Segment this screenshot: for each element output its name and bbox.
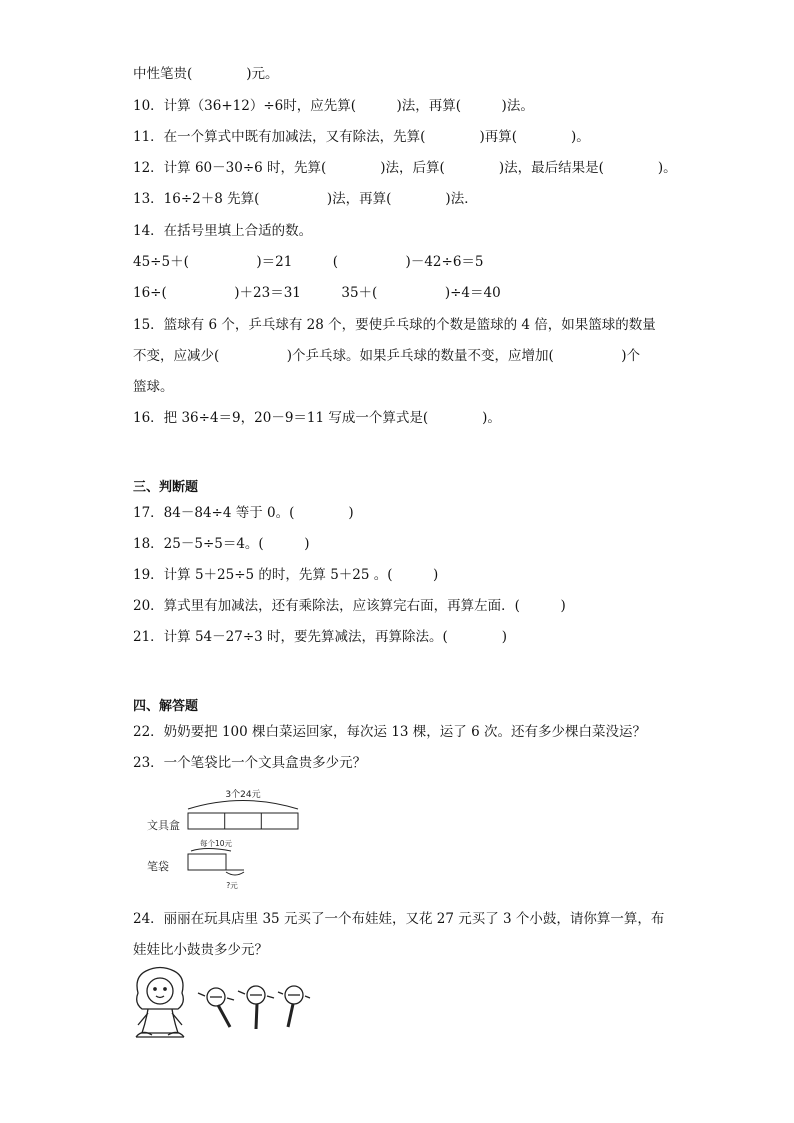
row2-label: 笔袋 (147, 860, 169, 873)
each-brace (191, 849, 231, 852)
q17: 17．84－84÷4 等于 0。( ) (133, 505, 354, 521)
q15-line2: 不变，应减少( )个乒乓球。如果乒乓球的数量不变，应增加( )个 (133, 348, 641, 364)
q14-row1: 45÷5＋( )＝21 ( )－42÷6＝5 (133, 254, 484, 270)
q20: 20．算式里有加减法，还有乘除法，应该算完右面，再算左面．( ) (133, 598, 566, 614)
q19: 19．计算 5＋25÷5 的时，先算 5＋25 。( ) (133, 567, 439, 583)
q22: 22．奶奶要把 100 棵白菜运回家，每次运 13 棵，运了 6 次。还有多少棵白菜没运？ (133, 724, 646, 740)
doll-icon (136, 968, 184, 1038)
q15-line3: 篮球。 (133, 379, 174, 395)
q12: 12．计算 60－30÷6 时，先算( )法，后算( )法，最后结果是( )。 (133, 160, 677, 176)
q9-tail: 中性笔贵( )元。 (133, 66, 279, 82)
q13: 13．16÷2＋8 先算( )法，再算( )法． (133, 191, 478, 207)
drum-icon-1 (198, 988, 234, 1027)
total-brace (188, 801, 298, 810)
section-heading-judgement: 三、判断题 (133, 480, 199, 495)
q15-line1: 15．篮球有 6 个，乒乓球有 28 个，要使乒乓球的个数是篮球的 4 倍，如果篮球的数量 (133, 317, 656, 333)
q21: 21．计算 54－27÷3 时，要先算减法，再算除法。( ) (133, 629, 508, 645)
each-label: 每个10元 (199, 839, 233, 848)
question-label: ?元 (226, 881, 238, 890)
q16: 16．把 36÷4＝9，20－9＝11 写成一个算式是( )。 (133, 410, 501, 426)
q24-line2: 娃娃比小鼓贵多少元？ (133, 942, 268, 958)
question-brace (226, 872, 244, 875)
q24-line1: 24．丽丽在玩具店里 35 元买了一个布娃娃，又花 27 元买了 3 个小鼓，请你算一算，布 (133, 911, 665, 927)
q23: 23．一个笔袋比一个文具盒贵多少元？ (133, 755, 367, 771)
q11: 11．在一个算式中既有加减法，又有除法，先算( )再算( )。 (133, 129, 590, 145)
row1-label: 文具盒 (147, 819, 180, 832)
drum-icon-3 (278, 986, 310, 1027)
q14: 14．在括号里填上合适的数。 (133, 223, 313, 239)
drum-icon-2 (238, 986, 274, 1029)
q10: 10．计算（36+12）÷6时，应先算( )法，再算( )法。 (133, 98, 534, 114)
q14-row2: 16÷( )＋23＝31 35＋( )÷4＝40 (133, 285, 501, 301)
q18: 18．25－5÷5＝4。( ) (133, 536, 310, 552)
pen-bag-bar (188, 854, 226, 870)
q23-bar-diagram (133, 780, 318, 895)
section-heading-solve: 四、解答题 (133, 699, 199, 714)
pencil-case-bar (188, 813, 298, 829)
top-label: 3个24元 (225, 790, 261, 800)
doll-and-drums-illustration (128, 965, 313, 1050)
